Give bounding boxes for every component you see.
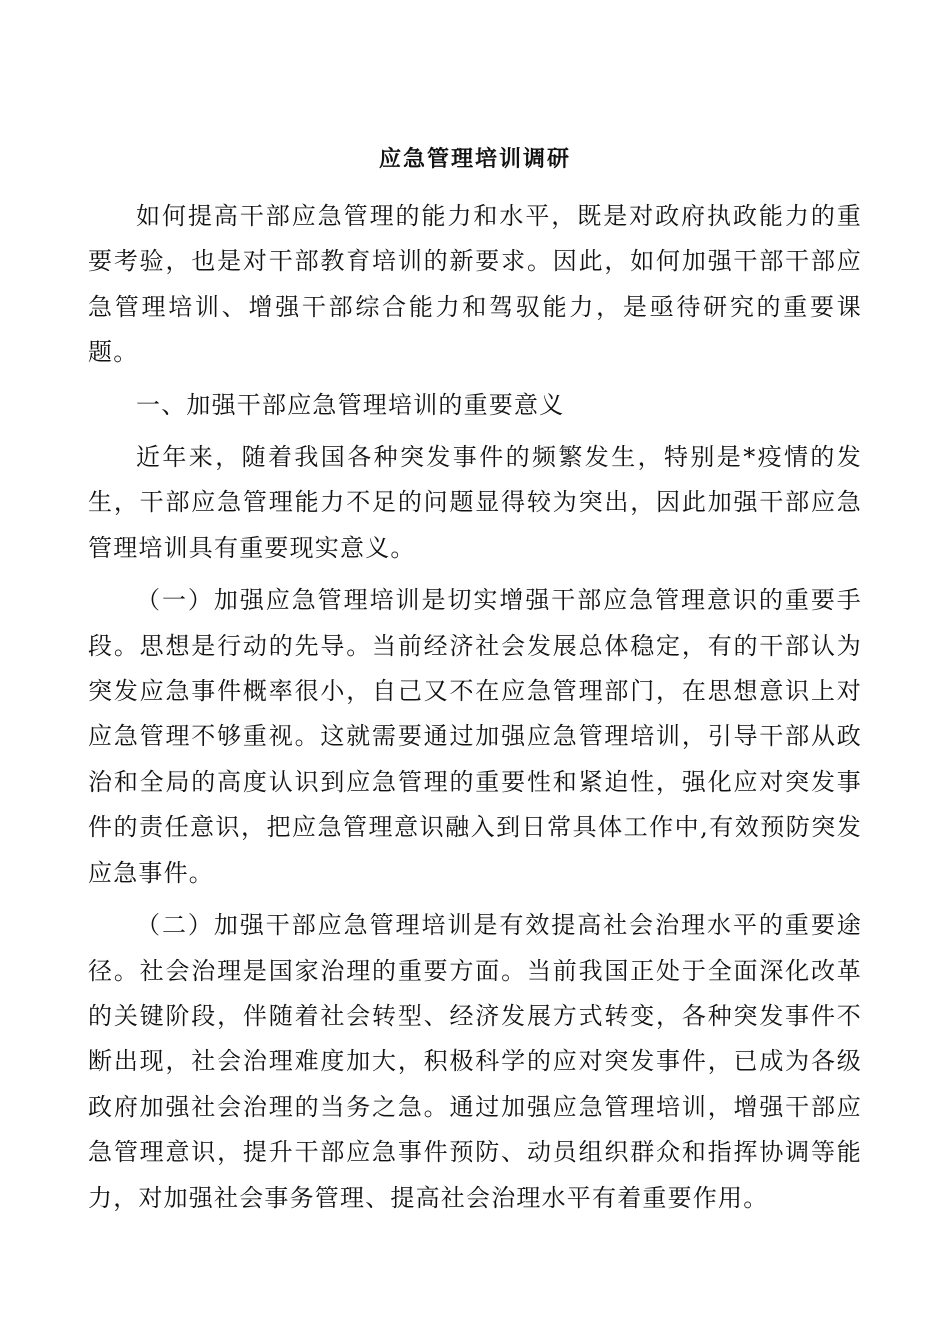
body-paragraph: 近年来，随着我国各种突发事件的频繁发生，特别是*疫情的发生，干部应急管理能力不足的问题显得较为突出，因此加强干部应急管理培训具有重要现实意义。: [88, 443, 862, 562]
section-heading: 一、加强干部应急管理培训的重要意义: [136, 390, 565, 419]
intro-paragraph: 如何提高干部应急管理的能力和水平，既是对政府执政能力的重要考验，也是对干部教育培训的新要求。因此，如何加强干部干部应急管理培训、增强干部综合能力和驾驭能力，是亟待研究的重要课题。: [88, 202, 862, 367]
body-paragraph: （二）加强干部应急管理培训是有效提高社会治理水平的重要途径。社会治理是国家治理的重要方面。当前我国正处于全面深化改革的关键阶段，伴随着社会转型、经济发展方式转变，各种突发事件不断出现，社会治理难度加大，积极科学的应对突发事件，已成为各级政府加强社会治理的当务之急。通过加强应急管理培训，增强干部应急管理意识，提升干部应急事件预防、动员组织群众和指挥协调等能力，对加强社会事务管理、提高社会治理水平有着重要作用。: [88, 911, 862, 1212]
document-title: 应急管理培训调研: [378, 146, 571, 172]
body-paragraph: （一）加强应急管理培训是切实增强干部应急管理意识的重要手段。思想是行动的先导。当前经济社会发展总体稳定，有的干部认为突发应急事件概率很小，自己又不在应急管理部门，在思想意识上对应急管理不够重视。这就需要通过加强应急管理培训，引导干部从政治和全局的高度认识到应急管理的重要性和紧迫性，强化应对突发事件的责任意识，把应急管理意识融入到日常具体工作中,有效预防突发应急事件。: [88, 586, 862, 887]
document-body: [88, 194, 862, 1228]
